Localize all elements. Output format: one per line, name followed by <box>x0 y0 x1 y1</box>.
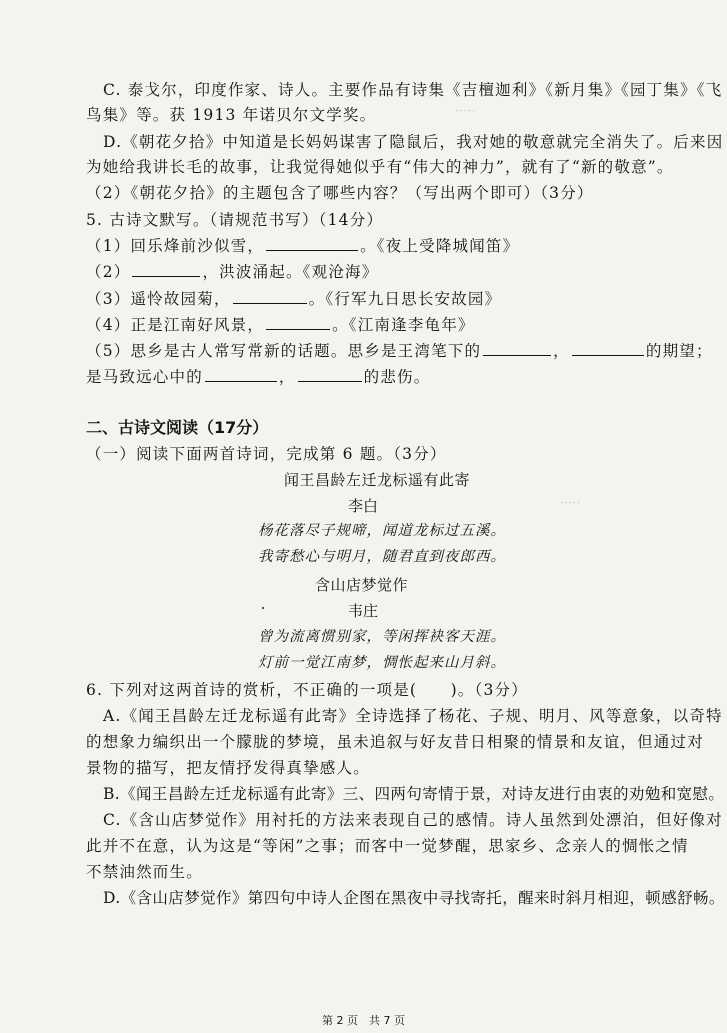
fill-line-1: （1）回乐烽前沙似雪， 。《夜上受降城闻笛》 <box>86 237 520 255</box>
section-2-heading: 二、古诗文阅读（17分） <box>86 418 269 437</box>
subsection-1-instruction: （一）阅读下面两首诗词，完成第 6 题。（3分） <box>86 445 447 463</box>
answer-blank[interactable] <box>233 289 307 304</box>
show-through-mark: ····· <box>560 496 581 511</box>
option-c-line-1: C. 泰戈尔，印度作家、诗人。主要作品有诗集《吉檀迦利》《新月集》《园丁集》《飞 <box>103 81 723 99</box>
option-6c-line-1: C.《含山店梦觉作》用衬托的方法来表现自己的感情。诗人虽然到处漂泊，但好像对 <box>103 811 723 829</box>
poem-2-line-1: 曾为流离惯别家，等闲挥袂客天涯。 <box>258 629 506 645</box>
answer-blank[interactable] <box>266 236 358 251</box>
poem-1-title: 闻王昌龄左迁龙标遥有此寄 <box>284 471 471 489</box>
fill-line-6: 是马致远心中的 ， 的悲伤。 <box>86 368 431 386</box>
answer-blank[interactable] <box>483 341 551 356</box>
fill-line-3: （3）遥怜故园菊， 。《行军九日思长安故园》 <box>86 290 502 308</box>
stray-dot <box>262 607 264 609</box>
poem-1-line-1: 杨花落尽子规啼，闻道龙标过五溪。 <box>258 523 506 539</box>
option-d-line-2: 为她给我讲长毛的故事，让我觉得她似乎有“伟大的神力”，就有了“新的敬意”。 <box>86 158 674 176</box>
question-6: 6. 下列对这两首诗的赏析，不正确的一项是( )。（3分） <box>86 681 528 699</box>
option-6c-line-2: 此并不在意，认为这是“等闲”之事；而客中一觉梦醒，思家乡、念亲人的惆怅之情 <box>86 837 689 855</box>
option-6a-line-2: 的想象力编织出一个朦胧的梦境，虽未追叙与好友昔日相聚的情景和友谊，但通过对 <box>86 733 704 751</box>
option-6c-line-3: 不禁油然而生。 <box>86 863 203 881</box>
option-d-line-1: D.《朝花夕拾》中知道是长妈妈谋害了隐鼠后，我对她的敬意就完全消失了。后来因 <box>103 133 724 151</box>
fill-line-5: （5）思乡是古人常写常新的话题。思乡是王湾笔下的 ， 的期望； <box>86 342 713 360</box>
show-through-mark: ····· <box>455 104 476 119</box>
poem-2-line-2: 灯前一觉江南梦，惆怅起来山月斜。 <box>258 655 506 671</box>
answer-blank[interactable] <box>298 367 362 382</box>
poem-1-line-2: 我寄愁心与明月，随君直到夜郎西。 <box>258 549 506 565</box>
option-6a-line-1: A.《闻王昌龄左迁龙标遥有此寄》全诗选择了杨花、子规、明月、风等意象，以奇特 <box>103 707 723 725</box>
option-6a-line-3: 景物的描写，把友情抒发得真挚感人。 <box>86 759 370 777</box>
answer-blank[interactable] <box>572 341 644 356</box>
option-6b: B.《闻王昌龄左迁龙标遥有此寄》三、四两句寄情于景，对诗友进行由衷的劝勉和宽慰。 <box>103 785 725 803</box>
answer-blank[interactable] <box>266 315 330 330</box>
option-6d: D.《含山店梦觉作》第四句中诗人企图在黑夜中寻找寄托，醒来时斜月相迎，顿感舒畅。 <box>103 889 725 907</box>
question-4-2: （2）《朝花夕拾》的主题包含了哪些内容？（写出两个即可）（3分） <box>86 184 594 202</box>
poem-2-title: 含山店梦觉作 <box>315 576 409 594</box>
answer-blank[interactable] <box>132 262 200 277</box>
poem-1-author: 李白 <box>348 497 379 515</box>
poem-2-author: 韦庄 <box>348 602 379 620</box>
page-footer: 第 2 页 共 7 页 <box>322 1014 405 1027</box>
fill-line-2: （2） ，洪波涌起。《观沧海》 <box>86 263 379 281</box>
option-c-line-2: 鸟集》等。获 1913 年诺贝尔文学奖。 <box>86 106 377 124</box>
question-5: 5. 古诗文默写。（请规范书写）（14分） <box>86 211 384 229</box>
fill-line-4: （4）正是江南好风景， 。《江南逢李龟年》 <box>86 316 475 334</box>
answer-blank[interactable] <box>205 367 277 382</box>
